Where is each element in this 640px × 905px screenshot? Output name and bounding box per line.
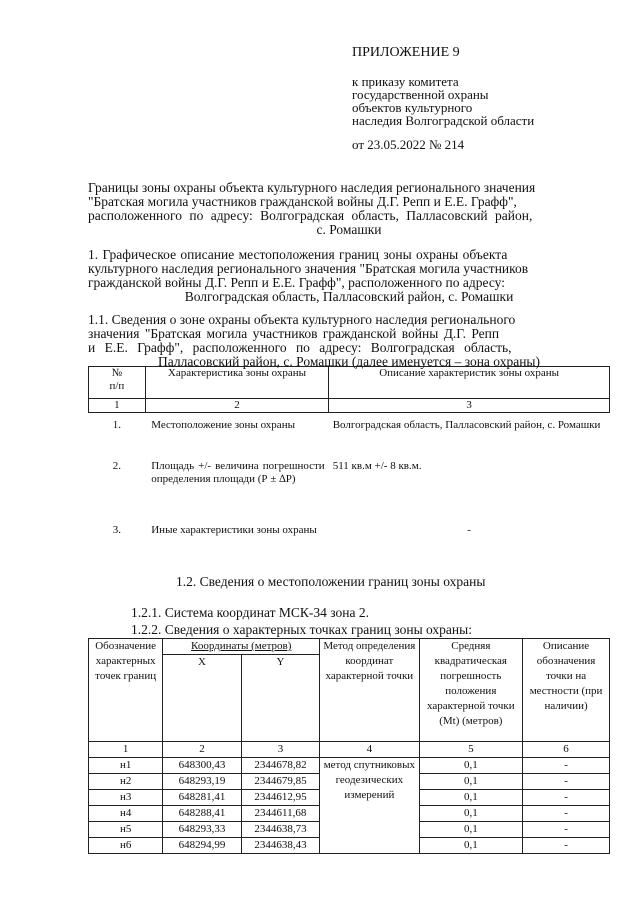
- col-num-3: 3: [241, 742, 319, 758]
- col-num-2: 2: [163, 742, 241, 758]
- point-y: 2344638,73: [241, 822, 319, 838]
- header-point-description: Описание обозначения точки на местности (при наличии): [523, 639, 610, 742]
- header-y: Y: [241, 655, 319, 742]
- row-number: 1.: [112, 419, 121, 431]
- point-description: -: [523, 806, 610, 822]
- order-line-3: объектов культурного: [352, 100, 473, 115]
- table-header-row: [89, 367, 610, 399]
- row-characteristic: Местоположение зоны охраны: [151, 419, 295, 431]
- point-name: н6: [89, 838, 163, 854]
- section-1-line-4: Волгоградская область, Палласовский район, с. Ромашки: [184, 289, 514, 304]
- point-name: н1: [89, 758, 163, 774]
- point-description: -: [523, 774, 610, 790]
- header-description: Описание характеристик зоны охраны: [329, 367, 610, 399]
- row-number: 2.: [112, 459, 121, 472]
- col-num-2: 2: [145, 399, 328, 413]
- section-1-1-line-1: 1.1. Сведения о зоне охраны объекта культурного наследия регионального: [88, 312, 516, 327]
- point-x: 648300,43: [163, 758, 241, 774]
- point-x: 648293,33: [163, 822, 241, 838]
- col-num-1: 1: [89, 742, 163, 758]
- section-1-2-2: 1.2.2. Сведения о характерных точках границ зоны охраны:: [131, 622, 472, 637]
- header-coordinates: Координаты (метров): [163, 639, 320, 655]
- row-number: 3.: [112, 523, 121, 536]
- section-1: [88, 248, 610, 304]
- table-row: [89, 524, 610, 564]
- point-y: 2344678,82: [241, 758, 319, 774]
- point-error: 0,1: [419, 774, 523, 790]
- title-line-2: "Братская могила участников гражданской войны Д.Г. Репп и Е.Е. Графф",: [88, 194, 517, 209]
- order-line-4: наследия Волгоградской области: [352, 113, 535, 128]
- row-characteristic: Иные характеристики зоны охраны: [151, 523, 317, 536]
- point-y: 2344612,95: [241, 790, 319, 806]
- point-x: 648294,99: [163, 838, 241, 854]
- point-description: -: [523, 758, 610, 774]
- title-line-3: расположенного по адресу: Волгоградская область, Палласовский район,: [88, 208, 533, 223]
- point-error: 0,1: [419, 822, 523, 838]
- point-x: 648288,41: [163, 806, 241, 822]
- col-num-4: 4: [320, 742, 419, 758]
- section-1-1-line-2: значения "Братская могила участников гражданской войны Д.Г. Репп: [88, 326, 500, 341]
- section-1-line-2: культурного наследия регионального значения "Братская могила участников: [88, 261, 529, 276]
- point-method: метод спутниковых геодезических измерений: [320, 758, 419, 854]
- col-num-6: 6: [523, 742, 610, 758]
- section-1-1-line-3: и Е.Е. Графф", расположенного по адресу: Волгоградская область,: [88, 340, 512, 355]
- table2-header-row-1: [89, 639, 610, 655]
- order-line-2: государственной охраны: [352, 87, 489, 102]
- appendix-title: ПРИЛОЖЕНИЕ 9: [352, 45, 460, 60]
- section-1-2-1: 1.2.1. Система координат МСК-34 зона 2.: [131, 605, 369, 620]
- document-title: [88, 181, 610, 237]
- point-name: н3: [89, 790, 163, 806]
- zone-characteristics-table: [88, 366, 610, 564]
- point-x: 648281,41: [163, 790, 241, 806]
- point-error: 0,1: [419, 758, 523, 774]
- row-description: -: [467, 523, 471, 536]
- col-num-3: 3: [329, 399, 610, 413]
- characteristic-points-table: [88, 638, 610, 854]
- point-x: 648293,19: [163, 774, 241, 790]
- table-row: [89, 758, 610, 774]
- section-1-1: [88, 313, 610, 369]
- point-y: 2344638,43: [241, 838, 319, 854]
- point-name: н4: [89, 806, 163, 822]
- point-y: 2344679,85: [241, 774, 319, 790]
- table2-column-numbers: [89, 742, 610, 758]
- section-1-line-3: гражданской войны Д.Г. Репп и Е.Е. Графф", расположенного по адресу:: [88, 275, 505, 290]
- point-y: 2344611,68: [241, 806, 319, 822]
- table-row: [89, 460, 610, 524]
- col-num-5: 5: [419, 742, 523, 758]
- row-description: Волгоградская область, Палласовский район, с. Ромашки: [332, 419, 601, 431]
- point-error: 0,1: [419, 806, 523, 822]
- point-name: н2: [89, 774, 163, 790]
- column-numbers-row: [89, 399, 610, 413]
- point-error: 0,1: [419, 838, 523, 854]
- header-designation: Обозначение характерных точек границ: [89, 639, 163, 742]
- row-description: 511 кв.м +/- 8 кв.м.: [332, 459, 422, 472]
- point-description: -: [523, 822, 610, 838]
- table-row: [89, 413, 610, 460]
- order-date-number: от 23.05.2022 № 214: [352, 137, 465, 152]
- header-method: Метод определения координат характерной точки: [320, 639, 419, 742]
- title-line-1: Границы зоны охраны объекта культурного наследия регионального значения: [88, 180, 536, 195]
- order-line-1: к приказу комитета: [352, 74, 459, 89]
- section-1-2: 1.2. Сведения о местоположении границ зоны охраны: [176, 574, 486, 589]
- point-name: н5: [89, 822, 163, 838]
- point-error: 0,1: [419, 790, 523, 806]
- col-num-1: 1: [89, 399, 146, 413]
- point-description: -: [523, 838, 610, 854]
- section-1-1-line-4: Палласовский район, с. Ромашки (далее именуется – зона охраны): [157, 354, 540, 369]
- section-1-line-1: 1. Графическое описание местоположения границ зоны охраны объекта: [88, 247, 508, 262]
- header-x: X: [163, 655, 241, 742]
- row-characteristic: Площадь +/- величина погрешности определения площади (Р ± ∆Р): [151, 459, 325, 485]
- header-number: № п/п: [89, 367, 146, 399]
- title-line-4: с. Ромашки: [316, 222, 382, 237]
- header-characteristic: Характеристика зоны охраны: [145, 367, 328, 399]
- point-description: -: [523, 790, 610, 806]
- header-error: Средняя квадратическая погрешность положения характерной точки (Mt) (метров): [419, 639, 523, 742]
